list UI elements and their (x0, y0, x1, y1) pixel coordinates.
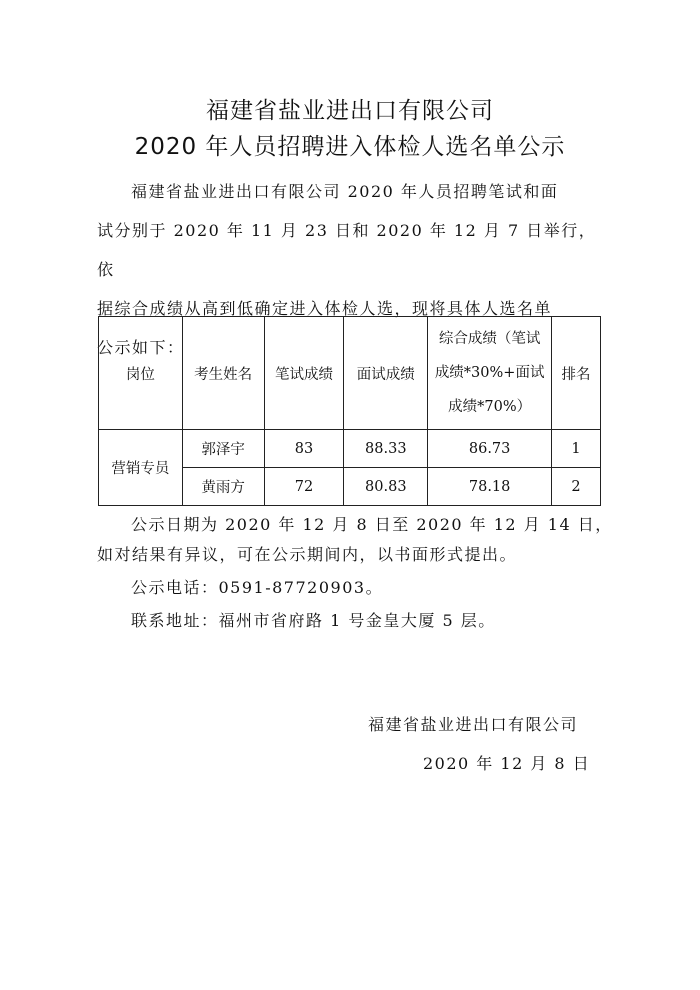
intro-line: 据综合成绩从高到低确定进入体检人选，现将具体人选名单 (97, 299, 553, 318)
header-composite-line: 成绩*70%） (448, 399, 532, 415)
document-subtitle: 2020 年人员招聘进入体检人选名单公示 (134, 134, 566, 160)
intro-line: 试分别于 2020 年 11 月 23 日和 2020 年 12 月 7 日举行，依 (97, 221, 597, 279)
cell-name: 郭泽宇 (182, 430, 264, 468)
signature-company: 福建省盐业进出口有限公司 (368, 715, 579, 734)
cell-composite-score: 78.18 (428, 468, 552, 506)
intro-line: 福建省盐业进出口有限公司 2020 年人员招聘笔试和面 (131, 182, 559, 201)
cell-written-score: 83 (264, 430, 344, 468)
notice-objection-line: 如对结果有异议，可在公示期间内，以书面形式提出。 (97, 545, 518, 564)
header-interview-score: 面试成绩 (344, 317, 428, 430)
header-composite-line: 成绩*30%+面试 (434, 365, 545, 381)
cell-written-score: 72 (264, 468, 344, 506)
cell-interview-score: 80.83 (344, 468, 428, 506)
table-header-row (99, 317, 601, 430)
cell-composite-score: 86.73 (428, 430, 552, 468)
cell-interview-score: 88.33 (344, 430, 428, 468)
notice-period-line: 公示日期为 2020 年 12 月 8 日至 2020 年 12 月 14 日， (131, 515, 613, 534)
signature-date: 2020 年 12 月 8 日 (423, 754, 591, 773)
notice-address-line: 联系地址：福州市省府路 1 号金皇大厦 5 层。 (131, 611, 496, 630)
header-composite-score (428, 317, 552, 430)
header-rank: 排名 (552, 317, 601, 430)
cell-rank: 1 (552, 430, 601, 468)
table-row (99, 430, 601, 468)
intro-line: 公示如下： (97, 338, 185, 357)
header-written-score: 笔试成绩 (264, 317, 344, 430)
notice-phone-line: 公示电话：0591-87720903。 (131, 578, 384, 597)
cell-position: 营销专员 (99, 430, 183, 506)
cell-rank: 2 (552, 468, 601, 506)
header-name: 考生姓名 (182, 317, 264, 430)
cell-name: 黄雨方 (182, 468, 264, 506)
header-composite-line: 综合成绩（笔试 (438, 331, 541, 347)
header-position: 岗位 (99, 317, 183, 430)
candidate-table (98, 316, 601, 506)
document-title: 福建省盐业进出口有限公司 (206, 98, 494, 124)
